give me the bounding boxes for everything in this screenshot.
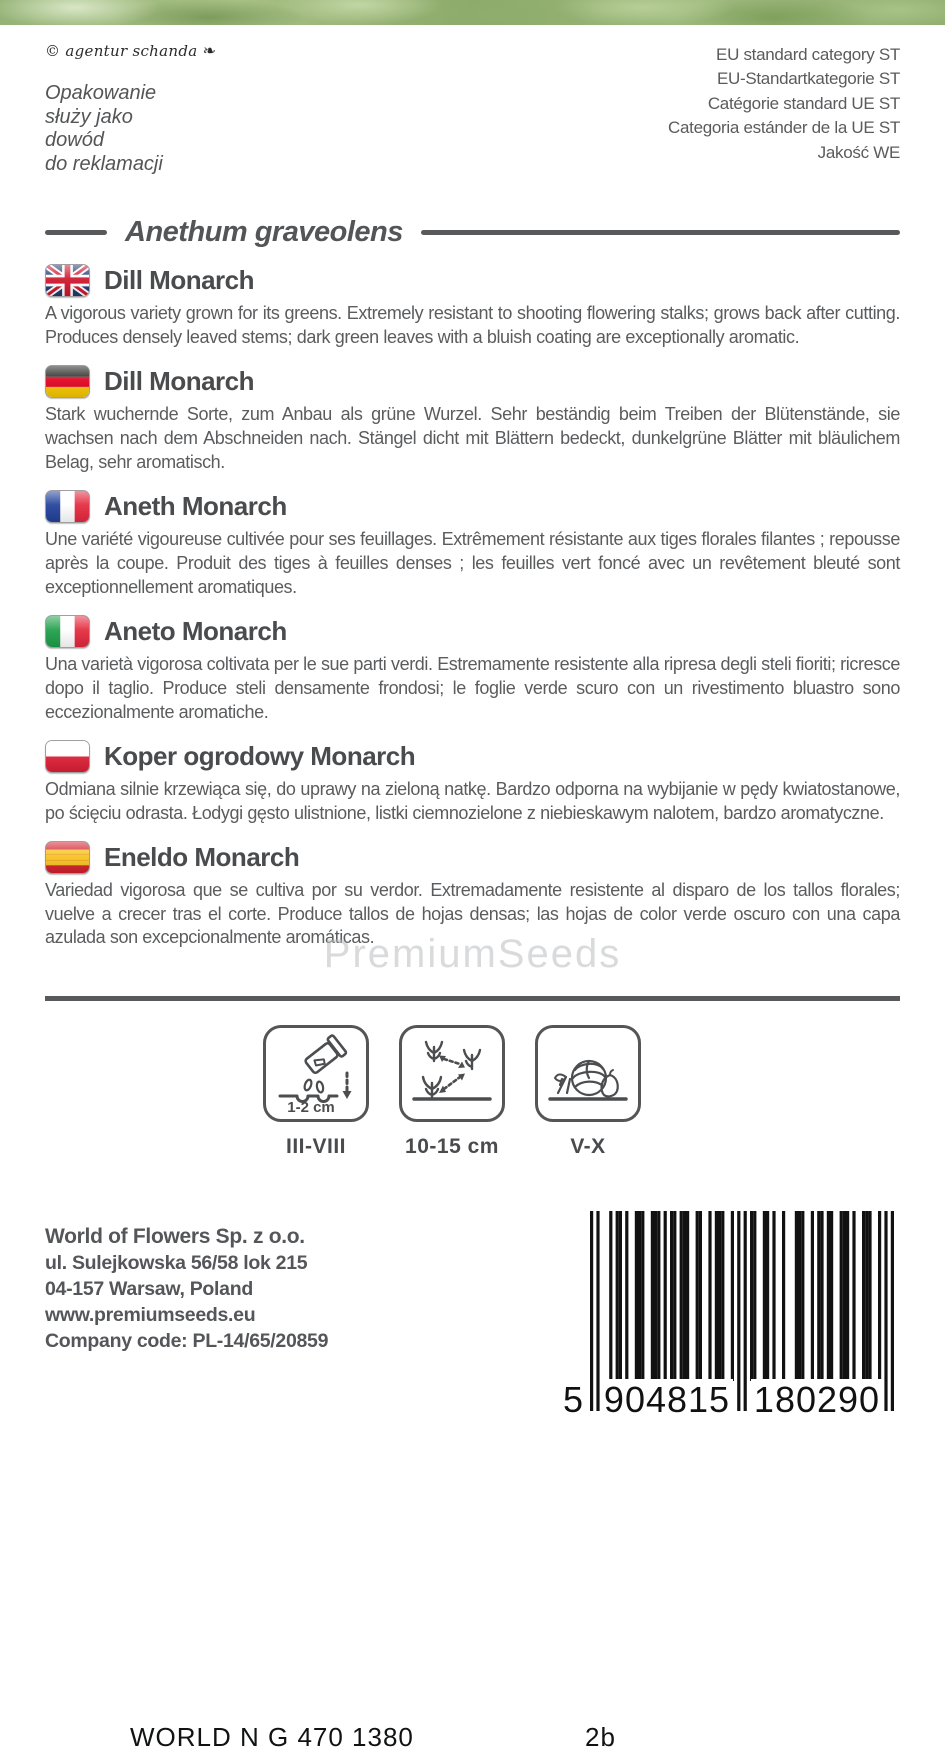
- latin-title: Anethum graveolens: [125, 216, 403, 249]
- batch-code: 2b: [585, 1722, 616, 1752]
- section-description: A vigorous variety grown for its greens. Extremely resistant to shooting flowering stalks; grows back after cutting. Produces densely leaved stems; dark green leaves with a bluish coating are exceptionally aromatic.: [45, 303, 900, 348]
- plant-photo-strip: [0, 0, 945, 25]
- eu-category-line: Jakość WE: [817, 142, 900, 162]
- pictogram-spacing: [399, 1025, 505, 1159]
- credit-line: [45, 41, 216, 60]
- section-description: Une variété vigoureuse cultivée pour ses feuillages. Extrêmement résistante aux tiges florales filantes ; repousse après la coupe. Produit des tiges à feuilles denses ; les feuilles vert foncé avec un revêtement bleuté sont exceptionnellement aromatiques.: [45, 529, 900, 597]
- sowing-months-label: III-VIII: [285, 1135, 346, 1159]
- section-heading: Dill Monarch: [104, 265, 255, 296]
- section-polish: [45, 740, 900, 826]
- title-rule-right: [421, 230, 900, 235]
- print-code: WORLD N G 470 1380: [130, 1722, 414, 1752]
- harvest-period-icon: [535, 1025, 641, 1122]
- credit-text: © agentur schanda: [45, 42, 198, 60]
- section-heading: Koper ogrodowy Monarch: [104, 740, 416, 771]
- claim-line: służy jako: [45, 105, 133, 128]
- company-code: Company code: PL-14/65/20859: [45, 1330, 329, 1353]
- claim-line: Opakowanie: [45, 82, 157, 104]
- france-flag-icon: [45, 490, 90, 523]
- section-english: [45, 264, 900, 350]
- plant-spacing-icon: [399, 1025, 505, 1122]
- section-italian: [45, 615, 900, 725]
- eu-category-line: Categoria estánder de la UE ST: [668, 118, 900, 138]
- ean13-barcode: [563, 1211, 894, 1427]
- spacing-label: 10-15 cm: [405, 1135, 499, 1159]
- title-rule-left: [45, 230, 107, 235]
- section-german: [45, 365, 900, 475]
- germany-flag-icon: [45, 365, 90, 398]
- company-info: [45, 1223, 328, 1427]
- cultivation-pictograms: [45, 1025, 900, 1159]
- sowing-depth-icon: [263, 1025, 369, 1122]
- barcode-digits-right: 180290: [751, 1379, 883, 1421]
- company-name: World of Flowers Sp. z o.o.: [45, 1225, 305, 1249]
- section-divider-rule: [45, 996, 900, 1001]
- section-spanish: [45, 841, 900, 951]
- company-address-line: 04-157 Warsaw, Poland: [45, 1278, 253, 1301]
- section-french: [45, 490, 900, 600]
- poland-flag-icon: [45, 740, 90, 773]
- claim-line: dowód: [45, 129, 104, 152]
- section-description: Odmiana silnie krzewiąca się, do uprawy na zieloną natkę. Bardzo odporna na wybijanie w pędy kwiatostanowe, po ścięciu odrasta. Łodygi gęsto ulistnione, listki ciemnozielone z niebieskawym nalotem, bardzo aromatyczne.: [45, 778, 900, 823]
- eu-category-line: Catégorie standard UE ST: [707, 93, 900, 113]
- packaging-claim: [45, 82, 216, 176]
- header: [45, 41, 900, 176]
- header-left: [45, 41, 216, 176]
- bottom-block: [45, 1223, 900, 1427]
- section-heading: Eneldo Monarch: [104, 841, 300, 872]
- company-website: www.premiumseeds.eu: [45, 1304, 256, 1327]
- section-heading: Aneto Monarch: [104, 615, 287, 646]
- eu-category-line: EU standard category ST: [716, 45, 900, 64]
- latin-title-row: [45, 216, 900, 249]
- section-description: Una varietà vigorosa coltivata per le sue parti verdi. Estremamente resistente alla ripresa degli steli fioriti; ricresce dopo il taglio. Produce steli densamente frondosi; le foglie verde scuro con un rivestimento bluastro sono eccezionalmente aromatiche.: [45, 653, 900, 722]
- section-heading: Dill Monarch: [104, 366, 255, 397]
- premiumseeds-watermark: PremiumSeeds: [323, 932, 622, 976]
- svg-text:1-2 cm: 1-2 cm: [287, 1098, 335, 1115]
- pictogram-sowing: [263, 1025, 369, 1159]
- barcode-digit: 5: [563, 1379, 585, 1421]
- company-address-line: ul. Sulejkowska 56/58 lok 215: [45, 1252, 308, 1275]
- harvest-months-label: V-X: [570, 1135, 606, 1159]
- section-description: Variedad vigorosa que se cultiva por su verdor. Extremadamente resistente al disparo de los tallos florales; vuelve a crecer tras el corte. Produce tallos de hojas densas; las hojas de color verde oscuro con una capa azulada son excepcionalmente aromáticas.: [45, 879, 900, 948]
- eu-category-block: [668, 43, 900, 176]
- eu-category-line: EU-Standartkategorie ST: [716, 69, 900, 89]
- spain-flag-icon: [45, 841, 90, 874]
- leaf-swirl-icon: ❧: [202, 41, 217, 60]
- italy-flag-icon: [45, 615, 90, 648]
- pictogram-harvest: [535, 1025, 641, 1159]
- section-description: Stark wuchernde Sorte, zum Anbau als grüne Wurzel. Sehr beständig beim Treiben der Blütenstände, sie wachsen nach dem Abschneiden nach. Stängel dicht mit Blättern bedeckt, dunkelgrüne Blätter mit bläulichem Belag, sehr aromatisch.: [45, 404, 900, 473]
- section-heading: Aneth Monarch: [104, 491, 287, 522]
- claim-line: do reklamacji: [45, 152, 163, 175]
- uk-flag-icon: [45, 264, 90, 297]
- barcode-digits-left: 904815: [601, 1379, 733, 1421]
